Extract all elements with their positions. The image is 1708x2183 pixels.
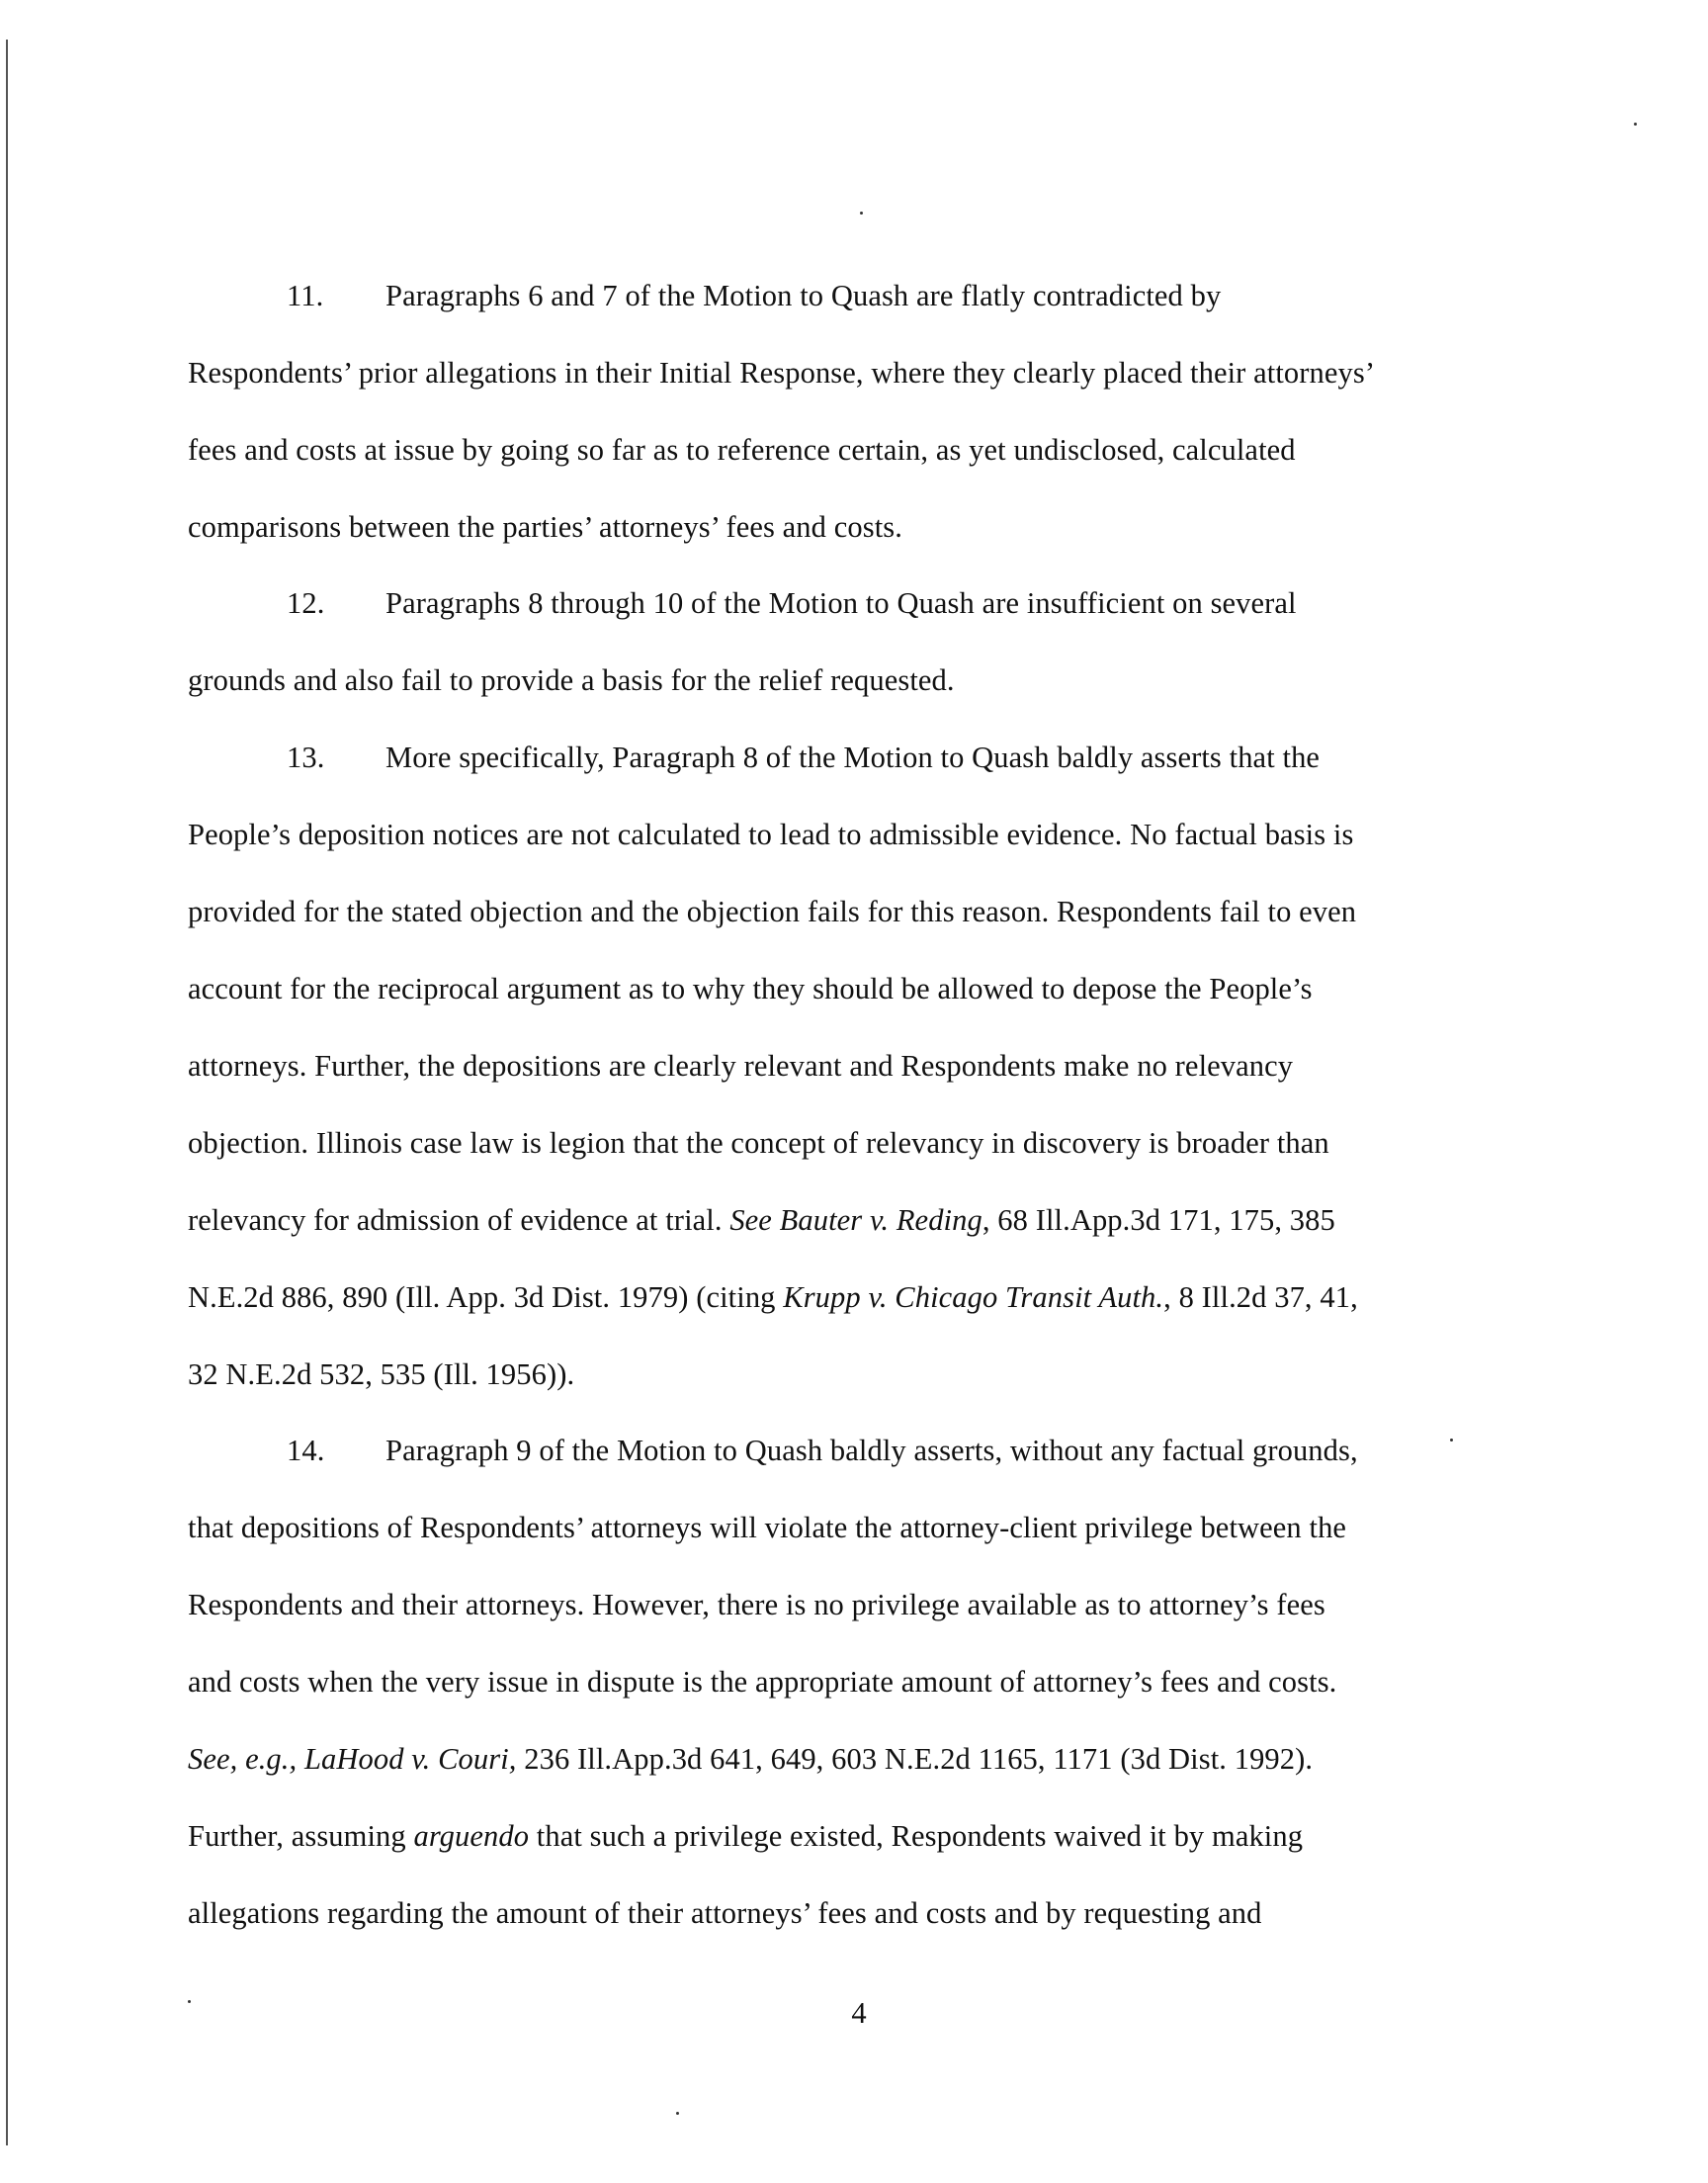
- text-run: 236 Ill.App.3d 641, 649, 603 N.E.2d 1165, 1171 (3d Dist. 1992).: [516, 1742, 1314, 1776]
- paragraph-number: 11.: [287, 279, 324, 312]
- text-run: , 8 Ill.2d 37, 41,: [1163, 1280, 1358, 1314]
- paragraph-13-line-7: [188, 1200, 1335, 1240]
- page-number: 4: [851, 1996, 867, 2030]
- paragraph-text: Paragraphs 6 and 7 of the Motion to Quash are flatly contradicted by: [385, 279, 1222, 312]
- case-citation: See, e.g., LaHood v. Couri,: [188, 1742, 517, 1776]
- paragraph-text: More specifically, Paragraph 8 of the Motion to Quash baldly asserts that the: [385, 741, 1321, 774]
- paragraph-14-line-4: and costs when the very issue in dispute is the appropriate amount of attorney’s fees and costs.: [188, 1665, 1337, 1699]
- paragraph-14-line-3: Respondents and their attorneys. However, there is no privilege available as to attorney’s fees: [188, 1588, 1325, 1621]
- text-run: Further, assuming: [188, 1819, 414, 1853]
- paragraph-12-line-2: grounds and also fail to provide a basis for the relief requested.: [188, 663, 955, 697]
- paragraph-13-line-4: account for the reciprocal argument as to why they should be allowed to depose the People’s: [188, 972, 1313, 1005]
- text-run: relevancy for admission of evidence at trial.: [188, 1203, 730, 1237]
- paragraph-13-line-9: 32 N.E.2d 532, 535 (Ill. 1956)).: [188, 1357, 575, 1391]
- latin-term: arguendo: [413, 1819, 530, 1853]
- paragraph-number: 12.: [287, 586, 325, 620]
- scan-speck: [1450, 1439, 1453, 1441]
- paragraph-13-line-6: objection. Illinois case law is legion that the concept of relevancy in discovery is broader than: [188, 1126, 1329, 1160]
- paragraph-12-line-1: [287, 583, 1297, 623]
- paragraph-13-line-1: [287, 738, 1320, 777]
- paragraph-11-line-4: comparisons between the parties’ attorneys’ fees and costs.: [188, 510, 902, 544]
- paragraph-13-line-5: attorneys. Further, the depositions are clearly relevant and Respondents make no relevancy: [188, 1049, 1294, 1083]
- paragraph-11-line-1: [287, 276, 1221, 315]
- text-run: , 68 Ill.App.3d 171, 175, 385: [982, 1203, 1335, 1237]
- paragraph-13-line-3: provided for the stated objection and the objection fails for this reason. Respondents fail to even: [188, 895, 1357, 928]
- paragraph-number: 14.: [287, 1434, 325, 1467]
- scan-speck: [1634, 123, 1637, 126]
- paragraph-11-line-3: fees and costs at issue by going so far as to reference certain, as yet undisclosed, calculated: [188, 433, 1296, 467]
- paragraph-14-line-1: [287, 1431, 1358, 1470]
- case-citation: Krupp v. Chicago Transit Auth.: [783, 1280, 1164, 1314]
- scan-speck: [860, 212, 863, 215]
- paragraph-13-line-8: [188, 1277, 1358, 1317]
- paragraph-text: Paragraph 9 of the Motion to Quash baldly asserts, without any factual grounds,: [385, 1434, 1358, 1467]
- case-citation: See Bauter v. Reding: [729, 1203, 982, 1237]
- paragraph-13-line-2: People’s deposition notices are not calculated to lead to admissible evidence. No factual basis is: [188, 818, 1354, 851]
- paragraph-14-line-2: that depositions of Respondents’ attorneys will violate the attorney-client privilege between the: [188, 1511, 1347, 1544]
- paragraph-text: Paragraphs 8 through 10 of the Motion to Quash are insufficient on several: [385, 586, 1297, 620]
- paragraph-14-line-6: [188, 1816, 1303, 1856]
- paragraph-number: 13.: [287, 741, 325, 774]
- scan-edge-line: [6, 40, 8, 2145]
- text-run: that such a privilege existed, Respondents waived it by making: [529, 1819, 1304, 1853]
- paragraph-14-line-7: allegations regarding the amount of their attorneys’ fees and costs and by requesting and: [188, 1896, 1262, 1930]
- paragraph-14-line-5: [188, 1739, 1313, 1779]
- text-run: N.E.2d 886, 890 (Ill. App. 3d Dist. 1979) (citing: [188, 1280, 784, 1314]
- paragraph-11-line-2: Respondents’ prior allegations in their Initial Response, where they clearly placed their attorneys’: [188, 356, 1376, 390]
- scan-speck: [676, 2112, 679, 2115]
